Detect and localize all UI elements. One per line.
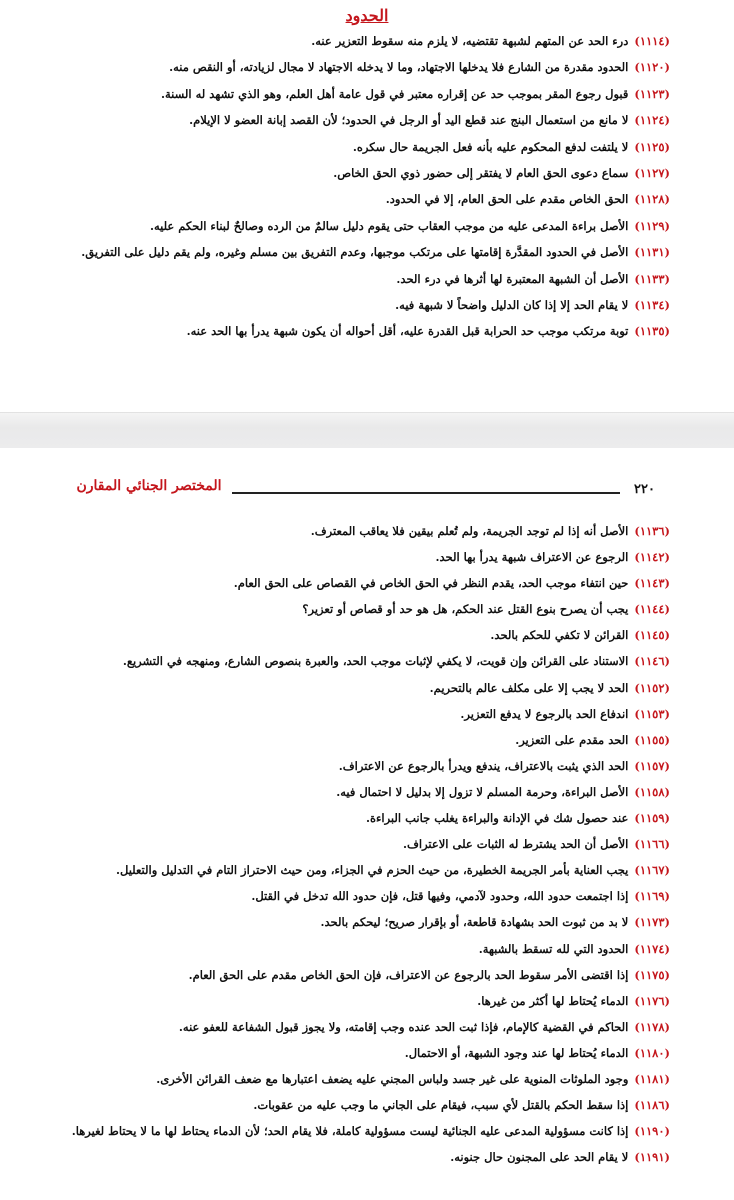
list-item bbox=[14, 107, 670, 133]
item-text: لا يلتفت لدفع المحكوم عليه بأنه فعل الجريمة حال سكره. bbox=[352, 139, 629, 154]
bottom-page bbox=[0, 448, 734, 1200]
list-item bbox=[14, 1014, 670, 1040]
item-number: (١١٧٥) bbox=[634, 967, 670, 982]
item-number: (١١٤٢) bbox=[634, 550, 670, 565]
list-item bbox=[14, 1040, 670, 1066]
item-text: الحد الذي يثبت بالاعتراف، يندفع ويدرأ بالرجوع عن الاعتراف. bbox=[338, 758, 629, 773]
list-item bbox=[14, 988, 670, 1014]
item-text: الحد لا يجب إلا على مكلف عالم بالتحريم. bbox=[429, 680, 629, 695]
list-item bbox=[14, 831, 670, 857]
page-header bbox=[0, 448, 734, 504]
list-item bbox=[14, 909, 670, 935]
bottom-rules-list bbox=[0, 504, 734, 1170]
item-number: (١١٦٦) bbox=[634, 837, 670, 852]
item-text: الحق الخاص مقدم على الحق العام، إلا في الحدود. bbox=[385, 192, 629, 207]
item-number: (١١٧٤) bbox=[634, 941, 670, 956]
item-text: يجب العناية بأمر الجريمة الخطيرة، من حيث الحزم في الجزاء، ومن حيث الاحتراز التام في التدليل والتعليل. bbox=[115, 863, 629, 878]
list-item bbox=[14, 936, 670, 962]
list-item bbox=[14, 883, 670, 909]
list-item bbox=[14, 134, 670, 160]
header-rule bbox=[232, 492, 620, 494]
item-number: (١١٢٧) bbox=[634, 165, 670, 180]
list-item bbox=[14, 648, 670, 674]
list-item bbox=[14, 81, 670, 107]
item-text: سماع دعوى الحق العام لا يفتقر إلى حضور ذوي الحق الخاص. bbox=[333, 165, 629, 180]
item-number: (١١٥٥) bbox=[634, 732, 670, 747]
item-text: قبول رجوع المقر بموجب حد عن إقراره معتبر في قول عامة أهل العلم، وهو الذي تشهد له السنة. bbox=[161, 86, 629, 101]
item-text: الأصل البراءة، وحرمة المسلم لا تزول إلا بدليل لا احتمال فيه. bbox=[336, 784, 629, 799]
item-text: درء الحد عن المتهم لشبهة تقتضيه، لا يلزم منه سقوط التعزير عنه. bbox=[311, 34, 629, 48]
item-text: إذا اجتمعت حدود الله، وحدود لآدمي، وفيها قتل، فإن حدود الله تدخل في القتل. bbox=[251, 889, 629, 904]
list-item bbox=[14, 292, 670, 318]
item-number: (١١٥٧) bbox=[634, 758, 670, 773]
item-text: الأصل أنه إذا لم توجد الجريمة، ولم تُعلم بيقين فلا يعاقب المعترف. bbox=[310, 524, 629, 538]
list-item bbox=[14, 54, 670, 80]
list-item bbox=[14, 213, 670, 239]
list-item bbox=[14, 805, 670, 831]
list-item bbox=[14, 239, 670, 265]
item-number: (١١٦٧) bbox=[634, 863, 670, 878]
item-text: الحد مقدم على التعزير. bbox=[515, 732, 629, 747]
item-text: الدماء يُحتاط لها عند وجود الشبهة، أو الاحتمال. bbox=[404, 1045, 629, 1060]
item-number: (١١٤٦) bbox=[634, 654, 670, 669]
top-page bbox=[0, 0, 734, 412]
item-text: الرجوع عن الاعتراف شبهة يدرأ بها الحد. bbox=[435, 550, 629, 565]
list-item bbox=[14, 1066, 670, 1092]
item-number: (١١٣٤) bbox=[634, 297, 670, 312]
item-text: الحدود مقدرة من الشارع فلا يدخلها الاجتهاد، وما لا يدخله الاجتهاد لا مجال لزيادته، أو النقص منه. bbox=[169, 60, 629, 75]
item-number: (١١٥٨) bbox=[634, 784, 670, 799]
item-text: وجود الملوثات المنوية على غير جسد ولباس المجني عليه يضعف اعتبارها مع ضعف القرائن الأخرى. bbox=[156, 1071, 629, 1086]
item-text: الأصل براءة المدعى عليه من موجب العقاب حتى يقوم دليل سالمٌ من الرده وصالحٌ لبناء الحكم عليه. bbox=[149, 218, 629, 233]
list-item bbox=[14, 753, 670, 779]
item-number: (١١٨١) bbox=[634, 1071, 670, 1086]
list-item bbox=[14, 962, 670, 988]
item-number: (١١٤٥) bbox=[634, 628, 670, 643]
list-item bbox=[14, 518, 670, 544]
item-number: (١١٩٠) bbox=[634, 1124, 670, 1139]
section-title: الحدود bbox=[345, 6, 389, 25]
item-text: إذا سقط الحكم بالقتل لأي سبب، فيقام على الجاني ما وجب عليه من عقوبات. bbox=[253, 1098, 629, 1113]
page-number: ٢٢٠ bbox=[634, 482, 655, 497]
item-text: الحاكم في القضية كالإمام، فإذا ثبت الحد عنده وجب إقامته، ولا يجوز قبول الشفاعة للعفو عنه. bbox=[178, 1019, 629, 1034]
item-number: (١١٦٩) bbox=[634, 889, 670, 904]
item-number: (١١٧٦) bbox=[634, 993, 670, 1008]
item-number: (١١٥٢) bbox=[634, 680, 670, 695]
item-text: اندفاع الحد بالرجوع لا يدفع التعزير. bbox=[460, 706, 629, 721]
list-item bbox=[14, 160, 670, 186]
list-item bbox=[14, 266, 670, 292]
item-text: الحدود التي لله تسقط بالشبهة. bbox=[478, 941, 629, 956]
item-number: (١١٢٩) bbox=[634, 218, 670, 233]
list-item bbox=[14, 544, 670, 570]
item-text: القرائن لا تكفي للحكم بالحد. bbox=[490, 628, 629, 643]
item-text: يجب أن يصرح بنوع القتل عند الحكم، هل هو حد أو قصاص أو تعزير؟ bbox=[302, 602, 629, 617]
top-rules-list bbox=[0, 28, 734, 345]
item-number: (١١٤٣) bbox=[634, 576, 670, 591]
item-number: (١١٥٩) bbox=[634, 811, 670, 826]
page-separator bbox=[0, 412, 734, 449]
item-number: (١١٩١) bbox=[634, 1150, 670, 1165]
item-text: عند حصول شك في الإدانة والبراءة يغلب جانب البراءة. bbox=[365, 811, 629, 826]
item-number: (١١٣٣) bbox=[634, 271, 670, 286]
item-number: (١١٥٣) bbox=[634, 706, 670, 721]
list-item bbox=[14, 622, 670, 648]
item-text: توبة مرتكب موجب حد الحرابة قبل القدرة عليه، أقل أحواله أن يكون شبهة يدرأ بها الحد عنه. bbox=[186, 324, 629, 339]
item-number: (١١٣٥) bbox=[634, 324, 670, 339]
list-item bbox=[14, 318, 670, 344]
item-text: لا بد من ثبوت الحد بشهادة قاطعة، أو بإقرار صريح؛ ليحكم بالحد. bbox=[320, 915, 629, 930]
item-text: إذا اقتضى الأمر سقوط الحد بالرجوع عن الاعتراف، فإن الحق الخاص مقدم على الحق العام. bbox=[188, 967, 629, 982]
item-number: (١١٣٦) bbox=[634, 524, 670, 538]
item-text: الأصل في الحدود المقدَّرة إقامتها على مرتكب موجبها، وعدم التفريق بين مسلم وغيره، ولم يقم دليل على التفريق. bbox=[81, 245, 629, 260]
item-number: (١١٨٠) bbox=[634, 1045, 670, 1060]
item-number: (١١٨٦) bbox=[634, 1098, 670, 1113]
item-text: الدماء يُحتاط لها أكثر من غيرها. bbox=[477, 993, 629, 1008]
list-item bbox=[14, 779, 670, 805]
item-number: (١١٧٨) bbox=[634, 1019, 670, 1034]
list-item bbox=[14, 570, 670, 596]
list-item bbox=[14, 857, 670, 883]
item-text: لا يقام الحد على المجنون حال جنونه. bbox=[450, 1150, 629, 1165]
item-text: الأصل أن الحد يشترط له الثبات على الاعتراف. bbox=[402, 837, 629, 852]
list-item bbox=[14, 675, 670, 701]
list-item bbox=[14, 1092, 670, 1118]
item-text: لا يقام الحد إلا إذا كان الدليل واضحاً لا شبهة فيه. bbox=[395, 297, 629, 312]
item-number: (١١١٤) bbox=[634, 34, 670, 48]
item-number: (١١٢٣) bbox=[634, 86, 670, 101]
item-number: (١١٣١) bbox=[634, 245, 670, 260]
list-item bbox=[14, 1118, 670, 1144]
list-item bbox=[14, 701, 670, 727]
item-number: (١١٢٠) bbox=[634, 60, 670, 75]
item-number: (١١٢٥) bbox=[634, 139, 670, 154]
item-text: لا مانع من استعمال البنج عند قطع اليد أو الرجل في الحدود؛ لأن القصد إبانة العضو لا الإيلام. bbox=[189, 113, 629, 128]
list-item bbox=[14, 186, 670, 212]
list-item bbox=[14, 28, 670, 54]
book-title: المختصر الجنائي المقارن bbox=[76, 478, 222, 494]
list-item bbox=[14, 727, 670, 753]
item-number: (١١٢٨) bbox=[634, 192, 670, 207]
item-text: الاستناد على القرائن وإن قويت، لا يكفي لإثبات موجب الحد، والعبرة بنصوص الشارع، ومنهجه في التشريع. bbox=[122, 654, 629, 669]
item-number: (١١٤٤) bbox=[634, 602, 670, 617]
item-text: إذا كانت مسؤولية المدعى عليه الجنائية ليست مسؤولية كاملة، فلا يقام الحد؛ لأن الدماء يحتاط لها ما لا يحتاط لغيرها. bbox=[71, 1124, 629, 1139]
list-item bbox=[14, 1144, 670, 1170]
item-number: (١١٢٤) bbox=[634, 113, 670, 128]
item-text: الأصل أن الشبهة المعتبرة لها أثرها في درء الحد. bbox=[396, 271, 629, 286]
list-item bbox=[14, 596, 670, 622]
item-text: حين انتفاء موجب الحد، يقدم النظر في الحق الخاص في القصاص على الحق العام. bbox=[233, 576, 629, 591]
item-number: (١١٧٣) bbox=[634, 915, 670, 930]
